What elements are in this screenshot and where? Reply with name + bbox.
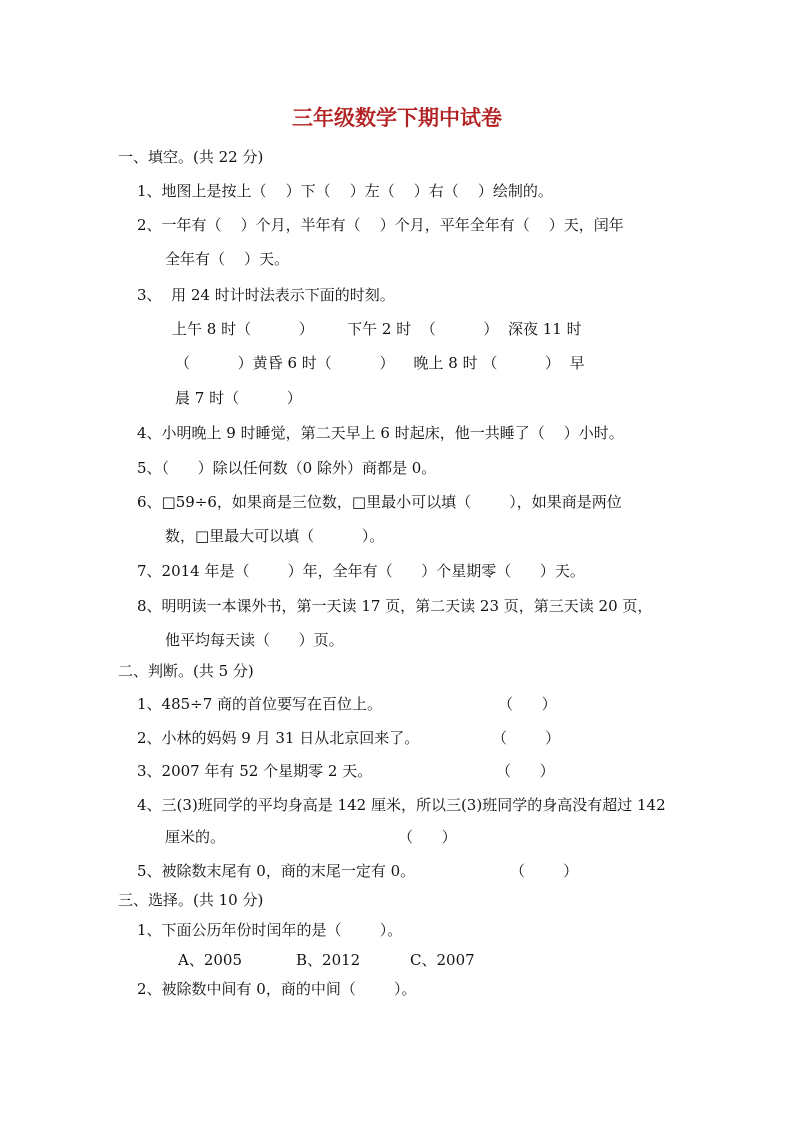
question-line: 2、一年有（ ）个月，半年有（ ）个月，平年全年有（ ）天，闰年 <box>137 216 624 234</box>
question-line: 4、三(3)班同学的平均身高是 142 厘米，所以三(3)班同学的身高没有超过 142 <box>137 796 666 814</box>
question-line: 2、小林的妈妈 9 月 31 日从北京回来了。 <box>137 729 420 747</box>
answer-bracket: （ ） <box>496 762 555 780</box>
question-line: 全年有（ ）天。 <box>165 250 290 268</box>
question-line: （ ）黄昏 6 时（ ） 晚上 8 时 （ ） 早 <box>175 354 585 372</box>
question-line: 1、485÷7 商的首位要写在百位上。 <box>137 695 383 713</box>
option-a: A、2005 <box>178 951 243 969</box>
option-c: C、2007 <box>410 951 475 969</box>
answer-bracket: （ ） <box>492 729 561 747</box>
question-line: 数，□里最大可以填（ ）。 <box>165 527 385 545</box>
question-line: 7、2014 年是（ ）年，全年有（ ）个星期零（ ）天。 <box>137 562 585 580</box>
question-line: 1、下面公历年份时闰年的是（ ）。 <box>137 921 403 939</box>
question-line: 他平均每天读（ ）页。 <box>165 631 344 649</box>
answer-bracket: （ ） <box>510 862 579 880</box>
question-line: 3、2007 年有 52 个星期零 2 天。 <box>137 762 373 780</box>
question-line: 1、地图上是按上（ ）下（ ）左（ ）右（ ）绘制的。 <box>137 182 553 200</box>
question-line: 2、被除数中间有 0，商的中间（ ）。 <box>137 980 417 998</box>
question-line: 4、小明晚上 9 时睡觉，第二天早上 6 时起床，他一共睡了（ ）小时。 <box>137 424 624 442</box>
answer-bracket: （ ） <box>398 828 457 846</box>
page-title: 三年级数学下期中试卷 <box>292 105 502 130</box>
question-line: 5、被除数末尾有 0，商的末尾一定有 0。 <box>137 862 416 880</box>
question-line: 厘米的。 <box>165 828 226 846</box>
option-b: B、2012 <box>296 951 361 969</box>
section-heading-fill: 一、填空。(共 22 分) <box>118 148 264 166</box>
question-line: 6、□59÷6，如果商是三位数，□里最小可以填（ ），如果商是两位 <box>137 493 622 511</box>
answer-bracket: （ ） <box>498 695 557 713</box>
question-line: 3、 用 24 时计时法表示下面的时刻。 <box>137 286 395 304</box>
question-line: 8、明明读一本课外书，第一天读 17 页，第二天读 23 页，第三天读 20 页， <box>137 597 653 615</box>
question-line: 上午 8 时（ ） 下午 2 时 （ ） 深夜 11 时 <box>172 320 582 338</box>
section-heading-choice: 三、选择。(共 10 分) <box>118 891 264 909</box>
question-line: 晨 7 时（ ） <box>175 389 302 407</box>
question-line: 5、（ ）除以任何数（0 除外）商都是 0。 <box>137 459 437 477</box>
section-heading-judge: 二、判断。(共 5 分) <box>118 662 254 680</box>
